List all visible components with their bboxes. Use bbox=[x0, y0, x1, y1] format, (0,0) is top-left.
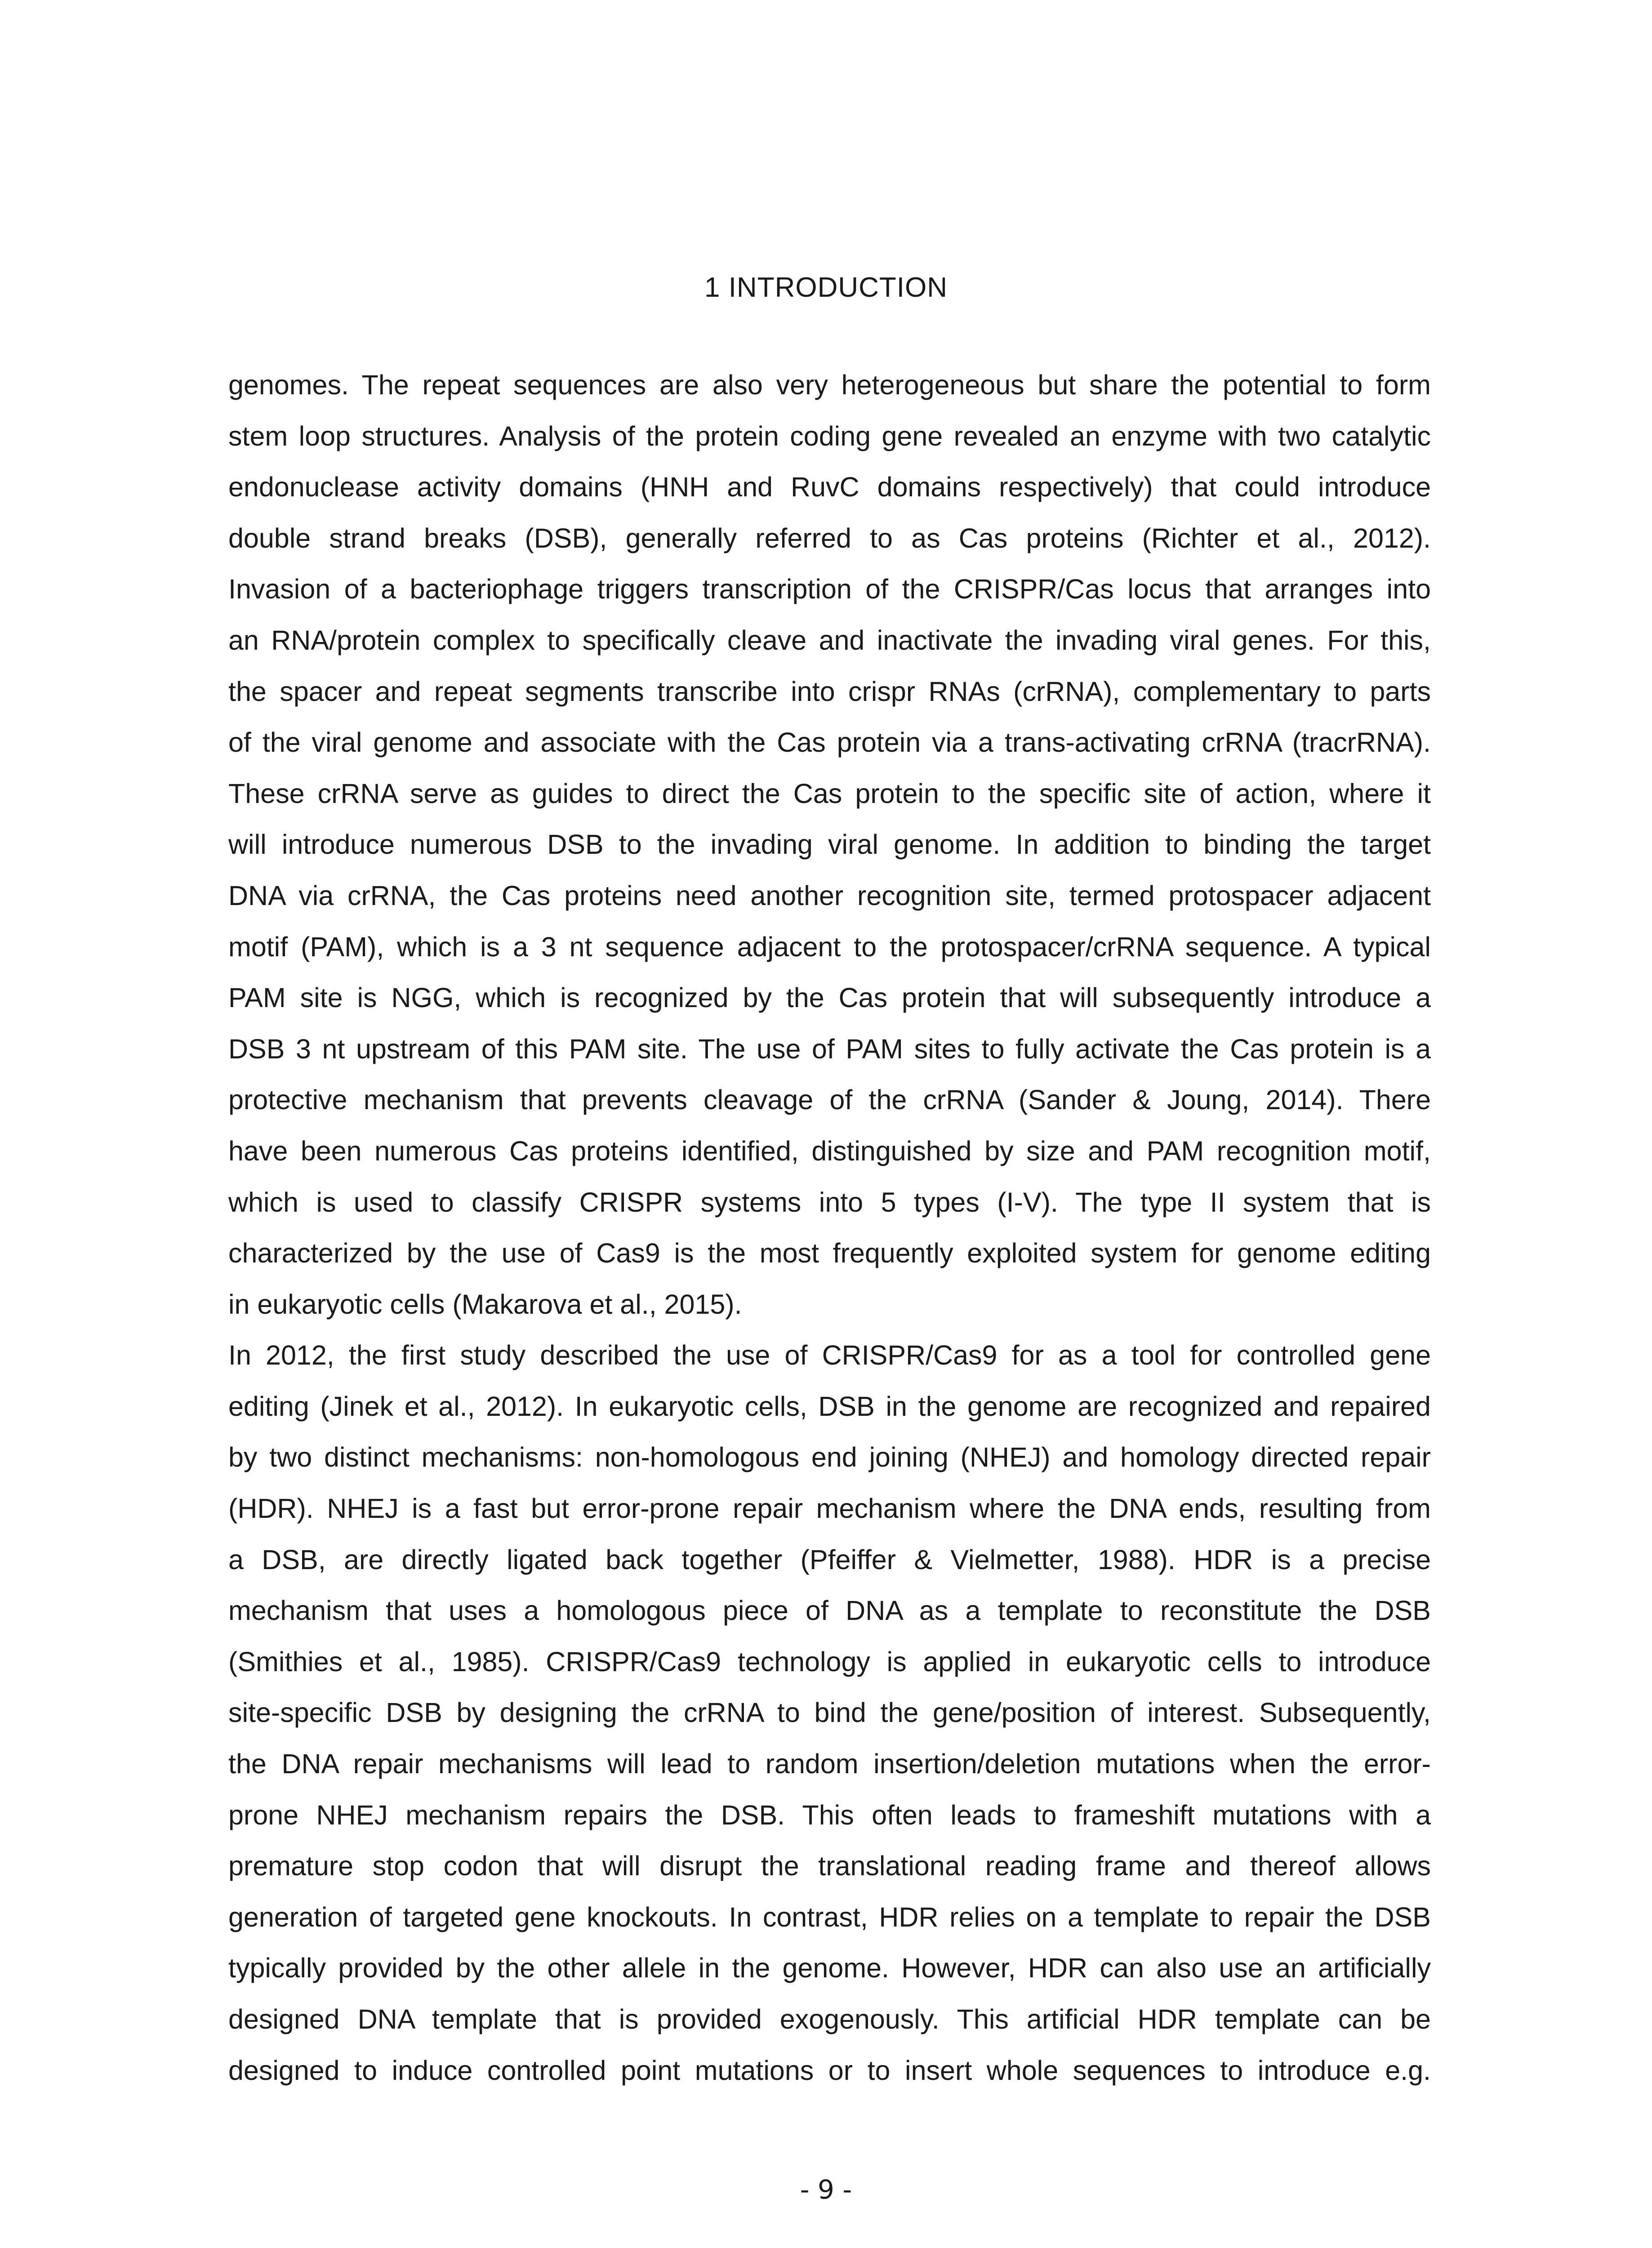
text-line: have been numerous Cas proteins identified, distinguished by size and PAM recognition motif, bbox=[228, 1135, 1431, 1166]
text-line: site-specific DSB by designing the crRNA to bind the gene/position of interest. Subsequently, bbox=[228, 1697, 1431, 1728]
text-line: PAM site is NGG, which is recognized by the Cas protein that will subsequently introduce a bbox=[228, 982, 1431, 1013]
body-text bbox=[228, 360, 1431, 2096]
text-line: will introduce numerous DSB to the invading viral genome. In addition to binding the target bbox=[228, 829, 1431, 860]
text-line: These crRNA serve as guides to direct the Cas protein to the specific site of action, where it bbox=[228, 778, 1431, 809]
text-line: In 2012, the first study described the use of CRISPR/Cas9 for as a tool for controlled gene bbox=[228, 1340, 1431, 1371]
text-line: editing (Jinek et al., 2012). In eukaryotic cells, DSB in the genome are recognized and repaired bbox=[228, 1391, 1431, 1422]
text-line: characterized by the use of Cas9 is the most frequently exploited system for genome editing bbox=[228, 1238, 1431, 1269]
text-line: premature stop codon that will disrupt the translational reading frame and thereof allows bbox=[228, 1851, 1431, 1882]
text-line: motif (PAM), which is a 3 nt sequence adjacent to the protospacer/crRNA sequence. A typical bbox=[228, 931, 1431, 962]
text-line: prone NHEJ mechanism repairs the DSB. This often leads to frameshift mutations with a bbox=[228, 1799, 1431, 1830]
text-line: of the viral genome and associate with the Cas protein via a trans-activating crRNA (tracrRNA). bbox=[228, 727, 1431, 758]
text-line: DNA via crRNA, the Cas proteins need another recognition site, termed protospacer adjacent bbox=[228, 880, 1431, 911]
text-line: genomes. The repeat sequences are also very heterogeneous but share the potential to form bbox=[228, 370, 1431, 400]
running-header: 1 INTRODUCTION bbox=[704, 272, 948, 303]
text-line: endonuclease activity domains (HNH and RuvC domains respectively) that could introduce bbox=[228, 472, 1431, 503]
text-line: (HDR). NHEJ is a fast but error-prone repair mechanism where the DNA ends, resulting from bbox=[228, 1493, 1431, 1524]
text-line: designed DNA template that is provided exogenously. This artificial HDR template can be bbox=[228, 2004, 1431, 2034]
page-number: - 9 - bbox=[800, 2174, 852, 2205]
text-line: the spacer and repeat segments transcribe into crispr RNAs (crRNA), complementary to parts bbox=[228, 676, 1431, 707]
text-line: a DSB, are directly ligated back together (Pfeiffer & Vielmetter, 1988). HDR is a precise bbox=[228, 1544, 1431, 1575]
text-line: stem loop structures. Analysis of the protein coding gene revealed an enzyme with two catalytic bbox=[228, 420, 1431, 451]
text-line: protective mechanism that prevents cleavage of the crRNA (Sander & Joung, 2014). There bbox=[228, 1084, 1431, 1115]
text-line: the DNA repair mechanisms will lead to random insertion/deletion mutations when the error- bbox=[228, 1748, 1431, 1780]
text-line: typically provided by the other allele in the genome. However, HDR can also use an artificially bbox=[228, 1953, 1431, 1984]
text-line: generation of targeted gene knockouts. In contrast, HDR relies on a template to repair the DSB bbox=[228, 1901, 1431, 1932]
text-line: DSB 3 nt upstream of this PAM site. The use of PAM sites to fully activate the Cas protein is a bbox=[228, 1033, 1431, 1064]
text-line: which is used to classify CRISPR systems into 5 types (I-V). The type II system that is bbox=[228, 1186, 1431, 1218]
text-line: designed to induce controlled point mutations or to insert whole sequences to introduce e.g. bbox=[228, 2055, 1431, 2086]
text-line: an RNA/protein complex to specifically cleave and inactivate the invading viral genes. For this, bbox=[228, 624, 1431, 656]
text-line: double strand breaks (DSB), generally referred to as Cas proteins (Richter et al., 2012). bbox=[228, 522, 1431, 553]
text-line: by two distinct mechanisms: non-homologous end joining (NHEJ) and homology directed repair bbox=[228, 1442, 1431, 1473]
text-line: (Smithies et al., 1985). CRISPR/Cas9 technology is applied in eukaryotic cells to introduce bbox=[228, 1646, 1431, 1677]
text-line: Invasion of a bacteriophage triggers transcription of the CRISPR/Cas locus that arranges into bbox=[228, 574, 1431, 605]
text-line: mechanism that uses a homologous piece of DNA as a template to reconstitute the DSB bbox=[228, 1595, 1431, 1626]
paragraph-end-line: in eukaryotic cells (Makarova et al., 2015). bbox=[228, 1289, 742, 1320]
